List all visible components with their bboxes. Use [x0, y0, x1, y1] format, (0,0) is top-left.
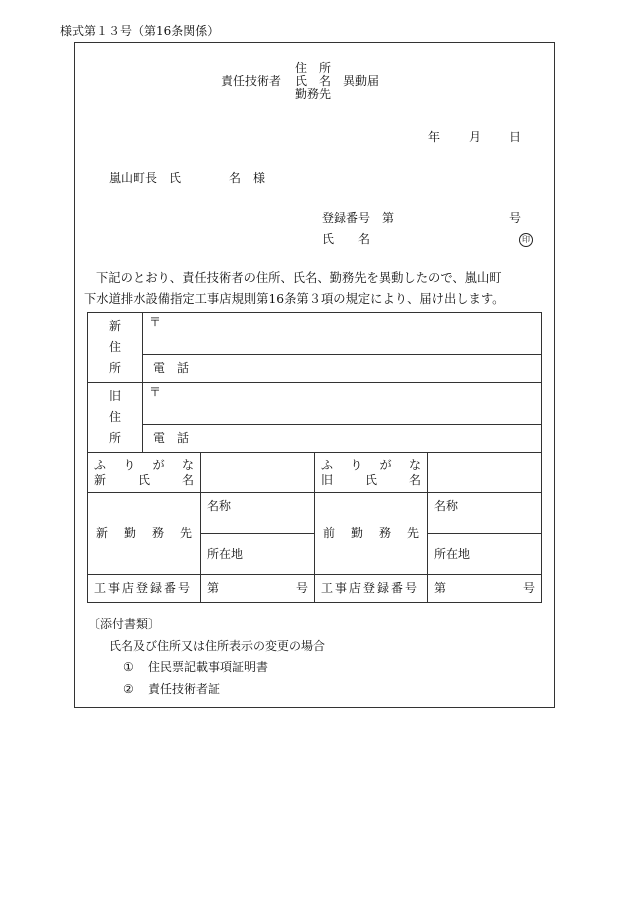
old-postal-field[interactable] — [143, 383, 542, 425]
date-month: 月 — [469, 130, 482, 144]
new-workplace-label: 新 勤 務 先 — [88, 493, 201, 575]
name-label: 名称 — [434, 499, 459, 513]
change-form-table — [87, 312, 542, 603]
attachment-item-2-text: 責任技術者証 — [148, 682, 221, 696]
title-suffix: 異動届 — [343, 74, 380, 88]
location-label: 所在地 — [207, 546, 244, 561]
prev-workplace-location-field[interactable] — [428, 534, 542, 575]
phone-label: 電 話 — [153, 361, 190, 375]
old-name-label: ふ り が な 旧 氏 名 — [315, 453, 428, 493]
addressee-name-mark: 名 様 — [229, 171, 266, 185]
applicant-name-label: 氏 名 — [322, 232, 371, 246]
attachments-heading: 〔添付書類〕 — [88, 617, 161, 631]
postal-mark: 〒 — [149, 315, 162, 329]
new-phone-field[interactable] — [143, 355, 542, 383]
new-name-field[interactable] — [201, 453, 315, 493]
attachment-item-1-text: 住民票記載事項証明書 — [148, 660, 269, 674]
applicant-reg-suffix: 号 — [509, 211, 522, 225]
new-reg-label: 工事店登録番号 — [88, 575, 201, 603]
prev-workplace-label: 前 勤 務 先 — [315, 493, 428, 575]
name-label: 名称 — [207, 499, 232, 513]
attachment-item-1-num: ① — [123, 660, 134, 674]
new-reg-field[interactable]: 第 号 — [201, 575, 315, 603]
body-text-line-2: 下水道排水設備指定工事店規則第16条第３項の規定により、届け出します。 — [84, 292, 505, 306]
form-number: 様式第１３号（第16条関係） — [60, 24, 220, 38]
addressee-label: 嵐山町長 氏 — [109, 171, 182, 185]
new-postal-field[interactable] — [143, 313, 542, 355]
date-day: 日 — [509, 130, 522, 144]
new-workplace-location-field[interactable] — [201, 534, 315, 575]
date-year: 年 — [428, 130, 441, 144]
attachments-condition: 氏名及び住所又は住所表示の変更の場合 — [109, 639, 326, 653]
seal-icon: 印 — [519, 233, 533, 247]
prev-workplace-name-field[interactable] — [428, 493, 542, 534]
attachment-item-2-num: ② — [123, 682, 134, 696]
prev-reg-label: 工事店登録番号 — [315, 575, 428, 603]
old-name-field[interactable] — [428, 453, 542, 493]
old-address-label: 旧 住 所 — [88, 383, 143, 453]
new-address-label: 新 住 所 — [88, 313, 143, 383]
title-item-workplace: 勤務先 — [295, 87, 332, 101]
applicant-reg-label: 登録番号 第 — [322, 211, 395, 225]
title-item-name: 氏 名 — [295, 74, 332, 88]
phone-label: 電 話 — [153, 431, 190, 445]
location-label: 所在地 — [434, 546, 471, 561]
prev-reg-field[interactable]: 第 号 — [428, 575, 542, 603]
postal-mark: 〒 — [149, 385, 162, 399]
title-item-address: 住 所 — [295, 61, 332, 75]
title-prefix: 責任技術者 — [221, 74, 282, 88]
old-phone-field[interactable] — [143, 425, 542, 453]
seal-mark-wrap — [519, 232, 533, 247]
body-text-line-1: 下記のとおり、責任技術者の住所、氏名、勤務先を異動したので、嵐山町 — [96, 271, 502, 285]
new-name-label: ふ り が な 新 氏 名 — [88, 453, 201, 493]
new-workplace-name-field[interactable] — [201, 493, 315, 534]
